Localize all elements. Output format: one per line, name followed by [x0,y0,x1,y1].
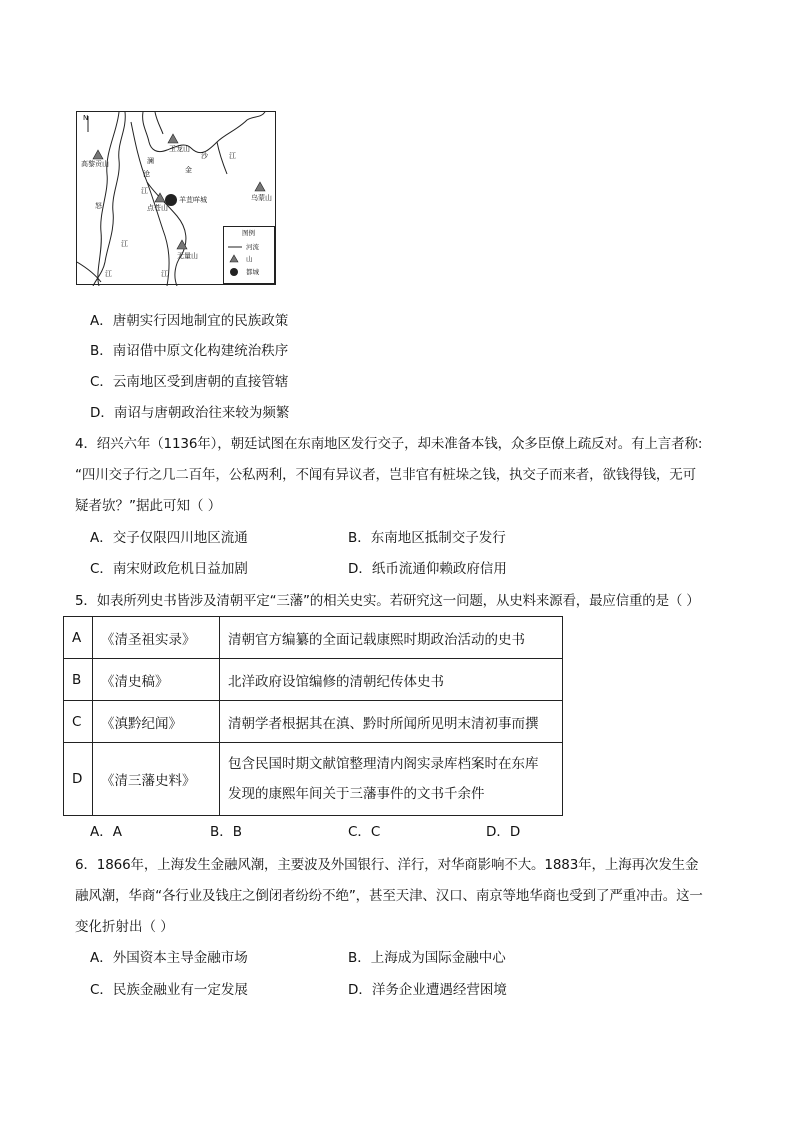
row-desc: 北洋政府设馆编修的清朝纪传体史书 [220,659,563,701]
source-table [63,616,563,816]
north-label: N [83,114,89,122]
jiang-bottom-label: 江 [161,270,168,278]
q6-option-a[interactable]: A．外国资本主导金融市场 [90,950,248,966]
jiang-left-label: 江 [105,270,112,278]
gaoli-label: 高黎贡山 [81,160,109,168]
row-book: 《清史稿》 [93,659,220,701]
q4-stem-line-3: 疑者欤？”据此可知（ ） [75,498,222,514]
diancang-label: 点苍山 [147,204,168,212]
row-key: A [64,617,93,659]
q5-option-c[interactable]: C．C [348,824,381,840]
row-book: 《清圣祖实录》 [93,617,220,659]
lan-label: 澜 [147,157,154,165]
row-book: 《清三藩史料》 [93,743,220,816]
row-key: D [64,743,93,816]
q6-option-b[interactable]: B．上海成为国际金融中心 [348,950,506,966]
q4-stem-line-1: 4．绍兴六年（1136年），朝廷试图在东南地区发行交子，却未准备本钱，众多臣僚上疏反对。有上言者称: [75,436,703,452]
q6-stem-line-1: 6．1866年，上海发生金融风潮，主要波及外国银行、洋行，对华商影响不大。1883年，上海再次发生金 [75,857,699,873]
table-row [64,617,563,659]
q6-option-d[interactable]: D．洋务企业遭遇经营困境 [348,982,507,998]
map-legend [223,226,275,284]
row-desc: 清朝官方编纂的全面记载康熙时期政治活动的史书 [220,617,563,659]
row-desc-line-1: 包含民国时期文献馆整理清内阁实录库档案时在东库 [228,756,539,772]
yulong-label: 玉龙山 [169,145,190,153]
legend-city: 都城 [246,268,259,276]
nu-jiang-label: 江 [121,240,128,248]
wuliang-label: 无量山 [177,252,198,260]
q6-option-c[interactable]: C．民族金融业有一定发展 [90,982,248,998]
q4-option-a[interactable]: A．交子仅限四川地区流通 [90,530,248,546]
q3-option-a[interactable]: A．唐朝实行因地制宜的民族政策 [90,313,289,329]
q3-option-c[interactable]: C．云南地区受到唐朝的直接管辖 [90,374,289,390]
jiang2-label: 江 [141,187,148,195]
row-desc: 清朝学者根据其在滇、黔时所闻所见明末清初事而撰 [220,701,563,743]
row-desc [220,743,563,816]
q3-option-b[interactable]: B．南诏借中原文化构建统治秩序 [90,343,289,359]
q6-stem-line-3: 变化折射出（ ） [75,919,174,935]
wumeng-label: 乌蒙山 [251,194,272,202]
q4-option-b[interactable]: B．东南地区抵制交子发行 [348,530,506,546]
legend-river: 河流 [246,243,259,251]
table-row [64,701,563,743]
jiang-label: 江 [229,152,236,160]
q5-option-a[interactable]: A．A [90,824,122,840]
cang-label: 沧 [143,170,150,178]
table-row [64,743,563,816]
map-figure [76,111,276,285]
q5-option-b[interactable]: B．B [210,824,243,840]
q4-option-c[interactable]: C．南宋财政危机日益加剧 [90,561,248,577]
row-key: B [64,659,93,701]
q6-stem-line-2: 融风潮，华商“各行业及钱庄之倒闭者纷纷不绝”，甚至天津、汉口、南京等地华商也受到了严重冲击。这一 [75,888,703,904]
legend-mountain: 山 [246,255,253,263]
q3-option-d[interactable]: D．南诏与唐朝政治往来较为频繁 [90,405,290,421]
table-row [64,659,563,701]
q5-option-d[interactable]: D．D [486,824,521,840]
legend-title: 图例 [242,229,255,237]
q5-stem: 5．如表所列史书皆涉及清朝平定“三藩”的相关史实。若研究这一问题，从史料来源看，最应信重的是（ ） [75,593,700,609]
q4-option-d[interactable]: D．纸币流通仰赖政府信用 [348,561,507,577]
row-key: C [64,701,93,743]
q4-stem-line-2: “四川交子行之几二百年，公私两利，不闻有异议者，岂非官有桩垛之钱，执交子而来者，欲钱得钱，无可 [75,467,696,483]
capital-label: 羊苴咩城 [179,196,207,204]
sha-label: 沙 [201,152,208,160]
row-book: 《滇黔纪闻》 [93,701,220,743]
nu-label: 怒 [95,202,102,210]
jin-label: 金 [185,166,192,174]
row-desc-line-2: 发现的康熙年间关于三藩事件的文书千余件 [228,786,485,802]
